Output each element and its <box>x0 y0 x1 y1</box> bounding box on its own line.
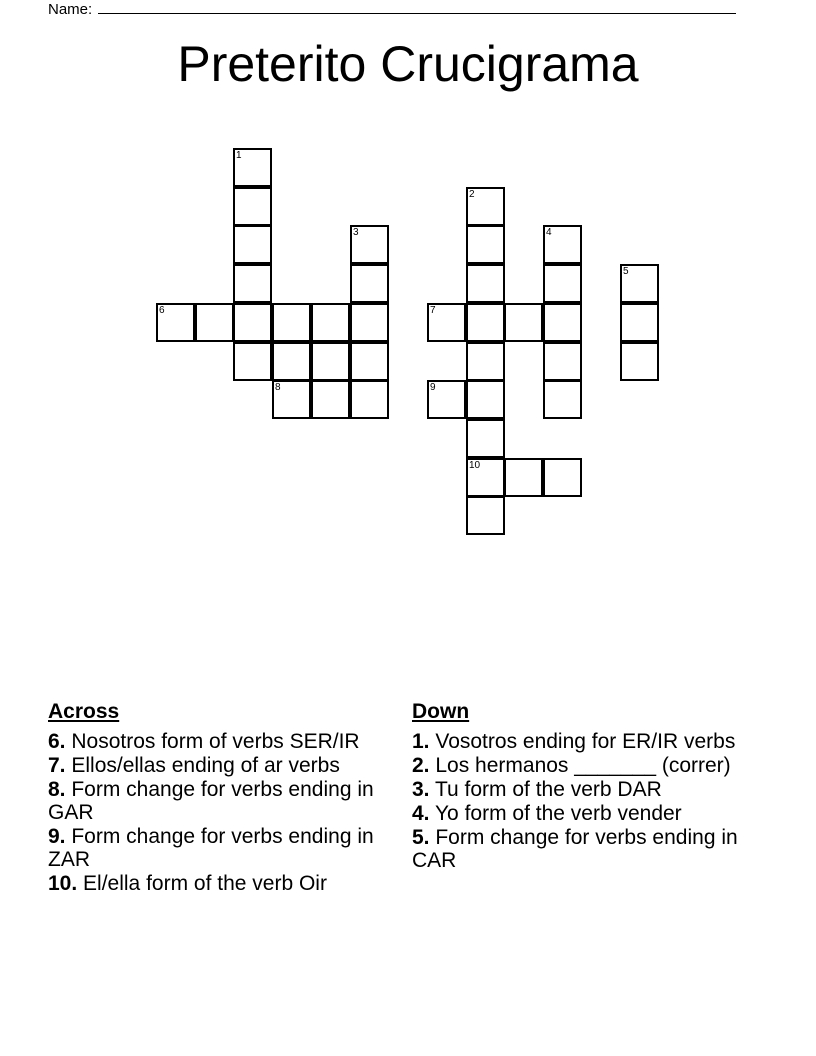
crossword-cell[interactable] <box>504 303 543 342</box>
crossword-cell[interactable] <box>311 303 350 342</box>
crossword-cell[interactable] <box>350 380 389 419</box>
crossword-cell[interactable] <box>350 264 389 303</box>
clue-number: 7. <box>48 754 66 777</box>
crossword-cell[interactable] <box>233 187 272 226</box>
down-clue <box>412 730 742 753</box>
down-clue <box>412 802 742 825</box>
crossword-cell[interactable] <box>543 458 582 497</box>
clue-text: El/ella form of the verb Oir <box>77 872 327 895</box>
cell-number: 5 <box>623 266 629 277</box>
crossword-cell[interactable] <box>543 342 582 381</box>
cell-number: 6 <box>159 305 165 316</box>
crossword-cell[interactable] <box>233 303 272 342</box>
crossword-cell[interactable] <box>543 303 582 342</box>
crossword-cell[interactable] <box>466 264 505 303</box>
page-title: Preterito Crucigrama <box>177 36 639 92</box>
clue-number: 10. <box>48 872 78 895</box>
clue-number: 9. <box>48 825 66 848</box>
cell-number: 1 <box>236 150 242 161</box>
clue-text: Form change for verbs ending in GAR <box>48 778 374 824</box>
down-clue <box>412 778 742 801</box>
clue-text: Ellos/ellas ending of ar verbs <box>65 754 340 777</box>
crossword-cell[interactable] <box>350 225 389 264</box>
clue-number: 6. <box>48 730 66 753</box>
cell-number: 7 <box>430 305 436 316</box>
crossword-cell[interactable] <box>504 458 543 497</box>
crossword-cell[interactable] <box>233 264 272 303</box>
cell-number: 8 <box>275 382 281 393</box>
cell-number: 9 <box>430 382 436 393</box>
clue-number: 2. <box>412 754 430 777</box>
crossword-cell[interactable] <box>272 303 311 342</box>
crossword-cell[interactable] <box>427 380 466 419</box>
crossword-cell[interactable] <box>466 342 505 381</box>
cell-number: 3 <box>353 227 359 238</box>
down-clue <box>412 754 742 777</box>
crossword-cell[interactable] <box>311 342 350 381</box>
across-clue <box>48 872 378 895</box>
across-clues <box>48 700 378 896</box>
clue-number: 1. <box>412 730 430 753</box>
clue-text: Tu form of the verb DAR <box>429 778 662 801</box>
crossword-cell[interactable] <box>466 187 505 226</box>
across-clue <box>48 754 378 777</box>
down-heading: Down <box>412 700 470 723</box>
crossword-cell[interactable] <box>233 148 272 187</box>
crossword-cell[interactable] <box>466 496 505 535</box>
clue-text: Yo form of the verb vender <box>429 802 682 825</box>
crossword-cell[interactable] <box>620 264 659 303</box>
clue-text: Los hermanos _______ (correr) <box>429 754 731 777</box>
across-clue <box>48 778 378 824</box>
crossword-cell[interactable] <box>466 380 505 419</box>
crossword-cell[interactable] <box>466 303 505 342</box>
crossword-cell[interactable] <box>543 264 582 303</box>
across-clue <box>48 825 378 871</box>
crossword-cell[interactable] <box>195 303 234 342</box>
crossword-cell[interactable] <box>466 419 505 458</box>
crossword-cell[interactable] <box>272 342 311 381</box>
clue-text: Form change for verbs ending in ZAR <box>48 825 374 871</box>
crossword-cell[interactable] <box>620 303 659 342</box>
crossword-cell[interactable] <box>350 303 389 342</box>
crossword-cell[interactable] <box>156 303 195 342</box>
crossword-cell[interactable] <box>543 380 582 419</box>
clue-number: 5. <box>412 826 430 849</box>
crossword-cell[interactable] <box>427 303 466 342</box>
cell-number: 10 <box>469 460 481 471</box>
clue-number: 8. <box>48 778 66 801</box>
crossword-cell[interactable] <box>233 342 272 381</box>
clue-text: Form change for verbs ending in CAR <box>412 826 738 872</box>
down-clues <box>412 700 742 873</box>
across-clue-list <box>48 730 378 895</box>
crossword-cell[interactable] <box>311 380 350 419</box>
crossword-cell[interactable] <box>466 225 505 264</box>
clue-number: 4. <box>412 802 430 825</box>
down-clue-list <box>412 730 742 872</box>
crossword-cell[interactable] <box>543 225 582 264</box>
across-clue <box>48 730 378 753</box>
crossword-cell[interactable] <box>620 342 659 381</box>
name-label: Name: <box>48 1 93 18</box>
crossword-cell[interactable] <box>466 458 505 497</box>
clue-number: 3. <box>412 778 430 801</box>
crossword-cell[interactable] <box>350 342 389 381</box>
cell-number: 4 <box>546 227 552 238</box>
clue-text: Vosotros ending for ER/IR verbs <box>429 730 736 753</box>
clue-text: Nosotros form of verbs SER/IR <box>65 730 360 753</box>
across-heading: Across <box>48 700 120 723</box>
crossword-cell[interactable] <box>272 380 311 419</box>
crossword-cell[interactable] <box>233 225 272 264</box>
cell-number: 2 <box>469 189 475 200</box>
down-clue <box>412 826 742 872</box>
